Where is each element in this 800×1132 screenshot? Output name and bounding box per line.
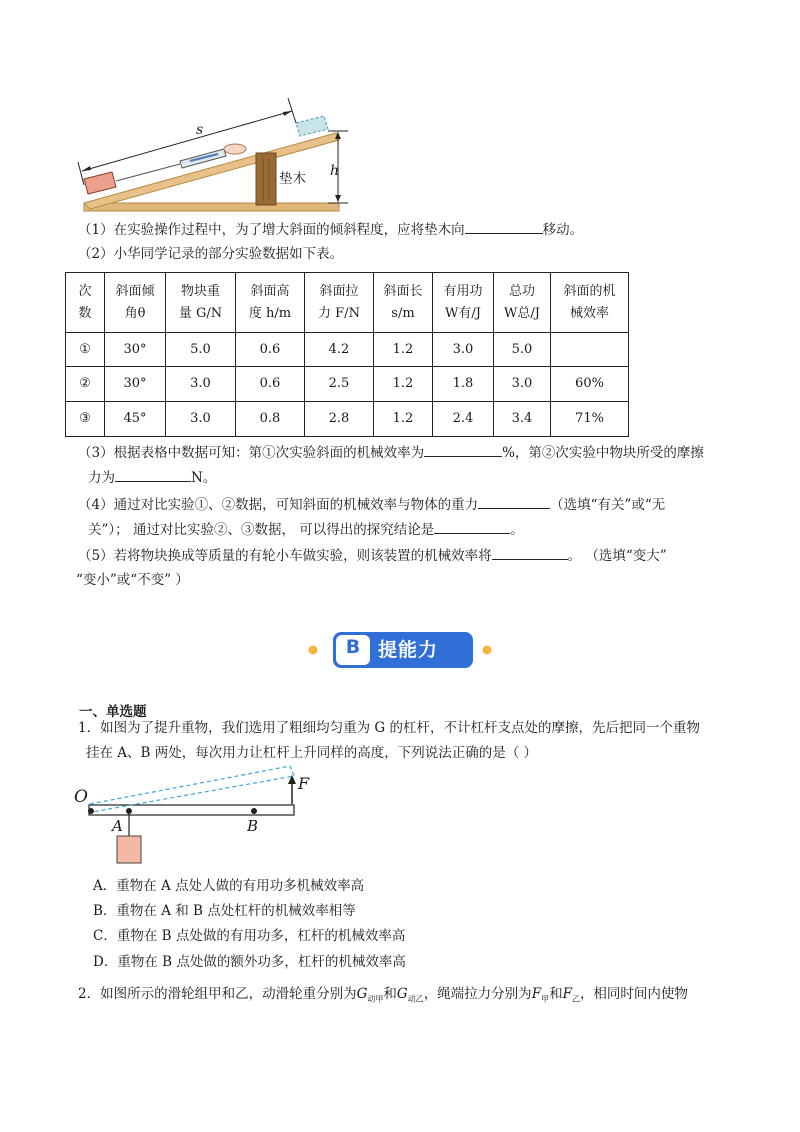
s-label: s [196, 122, 204, 138]
q5-line2: “变小”或“不变” ） [76, 572, 189, 588]
h-label: h [330, 163, 340, 179]
cell: 71% [551, 402, 629, 437]
cell: 3.0 [433, 333, 494, 367]
q1-answer-blank[interactable] [465, 219, 543, 234]
cell: 3.4 [494, 402, 551, 437]
weight-block [117, 836, 141, 863]
table-row [66, 367, 629, 402]
table-row [66, 333, 629, 367]
question1-line2: 挂在 A、B 两处，每次用力让杠杆上升同样的高度，下列说法正确的是（ ） [86, 745, 538, 761]
object-block [84, 172, 116, 194]
pivot-point [88, 808, 94, 814]
option-c[interactable]: C．重物在 B 点处做的有用功多，杠杆的机械效率高 [93, 928, 406, 944]
section-title: 一、单选题 [79, 704, 147, 720]
object-block-end [296, 116, 328, 136]
banner-dot-right [483, 646, 492, 655]
header-cell: 有用功 W有/J [433, 273, 494, 333]
q1-line [78, 219, 583, 240]
q3-line2: 力为 N。 [88, 467, 216, 488]
cell: 3.0 [166, 367, 236, 402]
header-cell: 斜面倾 角θ [105, 273, 166, 333]
q3-friction-blank[interactable] [115, 467, 191, 482]
header-cell: 斜面的机 械效率 [551, 273, 629, 333]
header-cell: 物块重 量 G/N [166, 273, 236, 333]
q1-text: （1）在实验操作过程中，为了增大斜面的倾斜程度，应将垫木向 [78, 222, 465, 238]
table-header-row [66, 273, 629, 333]
q1-after: 移动。 [542, 222, 584, 238]
q3-line1: （3）根据表格中数据可知：第①次实验斜面的机械效率为 %，第②次实验中物块所受的摩擦 [78, 442, 704, 463]
cell: 1.2 [374, 367, 433, 402]
label-o: O [74, 787, 88, 807]
cell: 0.6 [236, 333, 305, 367]
cell: 1.2 [374, 402, 433, 437]
cell: 2.4 [433, 402, 494, 437]
banner-letter: B [345, 636, 361, 658]
q4-line2: 关”）； 通过对比实验②、③数据， 可以得出的探究结论是 。 [88, 519, 524, 540]
cell: 2.5 [305, 367, 374, 402]
point-b [251, 808, 257, 814]
cell: 30° [105, 333, 166, 367]
cell: 5.0 [494, 333, 551, 367]
q4-line1: （4）通过对比实验①、②数据，可知斜面的机械效率与物体的重力 （选填“有关”或“无 [78, 494, 665, 515]
option-a[interactable]: A．重物在 A 点处人做的有用功多机械效率高 [93, 878, 365, 894]
cell: 3.0 [494, 367, 551, 402]
q5-answer-blank[interactable] [492, 545, 568, 560]
cell: ③ [66, 402, 105, 437]
cell: 45° [105, 402, 166, 437]
cell [551, 333, 629, 367]
cell: 0.6 [236, 367, 305, 402]
q4-conclusion-blank[interactable] [434, 519, 510, 534]
wood-block [256, 153, 276, 205]
question2-line1: 2．如图所示的滑轮组甲和乙，动滑轮重分别为$G_{动甲}$和$G_{动乙}$，绳端拉力分别为$F_甲$和$F_乙$，相同时间内使物 [78, 986, 688, 1004]
lever-bar [89, 805, 294, 815]
cell: 1.8 [433, 367, 494, 402]
incline-figure [70, 95, 360, 220]
data-table [65, 272, 629, 437]
q5-line1: （5）若将物块换成等质量的有轮小车做实验，则该装置的机械效率将 。 （选填“变大” [78, 545, 667, 566]
cell: 4.2 [305, 333, 374, 367]
label-b: B [247, 817, 259, 835]
q2-line [78, 244, 343, 264]
q3-efficiency-blank[interactable] [424, 442, 502, 457]
q4-gravity-blank[interactable] [478, 494, 550, 509]
label-f: F [298, 774, 310, 793]
cell: 60% [551, 367, 629, 402]
cell: 30° [105, 367, 166, 402]
option-d[interactable]: D．重物在 B 点处做的额外功多，杠杆的机械效率高 [93, 954, 406, 970]
header-cell: 斜面长 s/m [374, 273, 433, 333]
header-cell: 次 数 [66, 273, 105, 333]
q2-text: （2）小华同学记录的部分实验数据如下表。 [78, 246, 344, 262]
cell: ① [66, 333, 105, 367]
header-cell: 总功 W总/J [494, 273, 551, 333]
banner-title: 提能力 [378, 639, 439, 661]
question1-line1: 1．如图为了提升重物，我们选用了粗细均匀重为 G 的杠杆，不计杠杆支点处的摩擦，先后把同一个重物 [78, 720, 700, 736]
cell: 1.2 [374, 333, 433, 367]
header-cell: 斜面拉 力 F/N [305, 273, 374, 333]
cell: 2.8 [305, 402, 374, 437]
option-b[interactable]: B．重物在 A 和 B 点处杠杆的机械效率相等 [93, 903, 356, 919]
header-cell: 斜面高 度 h/m [236, 273, 305, 333]
cell: ② [66, 367, 105, 402]
wood-block-label: 垫木 [279, 171, 306, 187]
lever-figure [70, 760, 330, 870]
cell: 0.8 [236, 402, 305, 437]
cell: 5.0 [166, 333, 236, 367]
base-board [84, 203, 339, 211]
table-row [66, 402, 629, 437]
hand [224, 144, 246, 154]
cell: 3.0 [166, 402, 236, 437]
banner-dot-left [309, 646, 318, 655]
label-a: A [112, 817, 123, 835]
